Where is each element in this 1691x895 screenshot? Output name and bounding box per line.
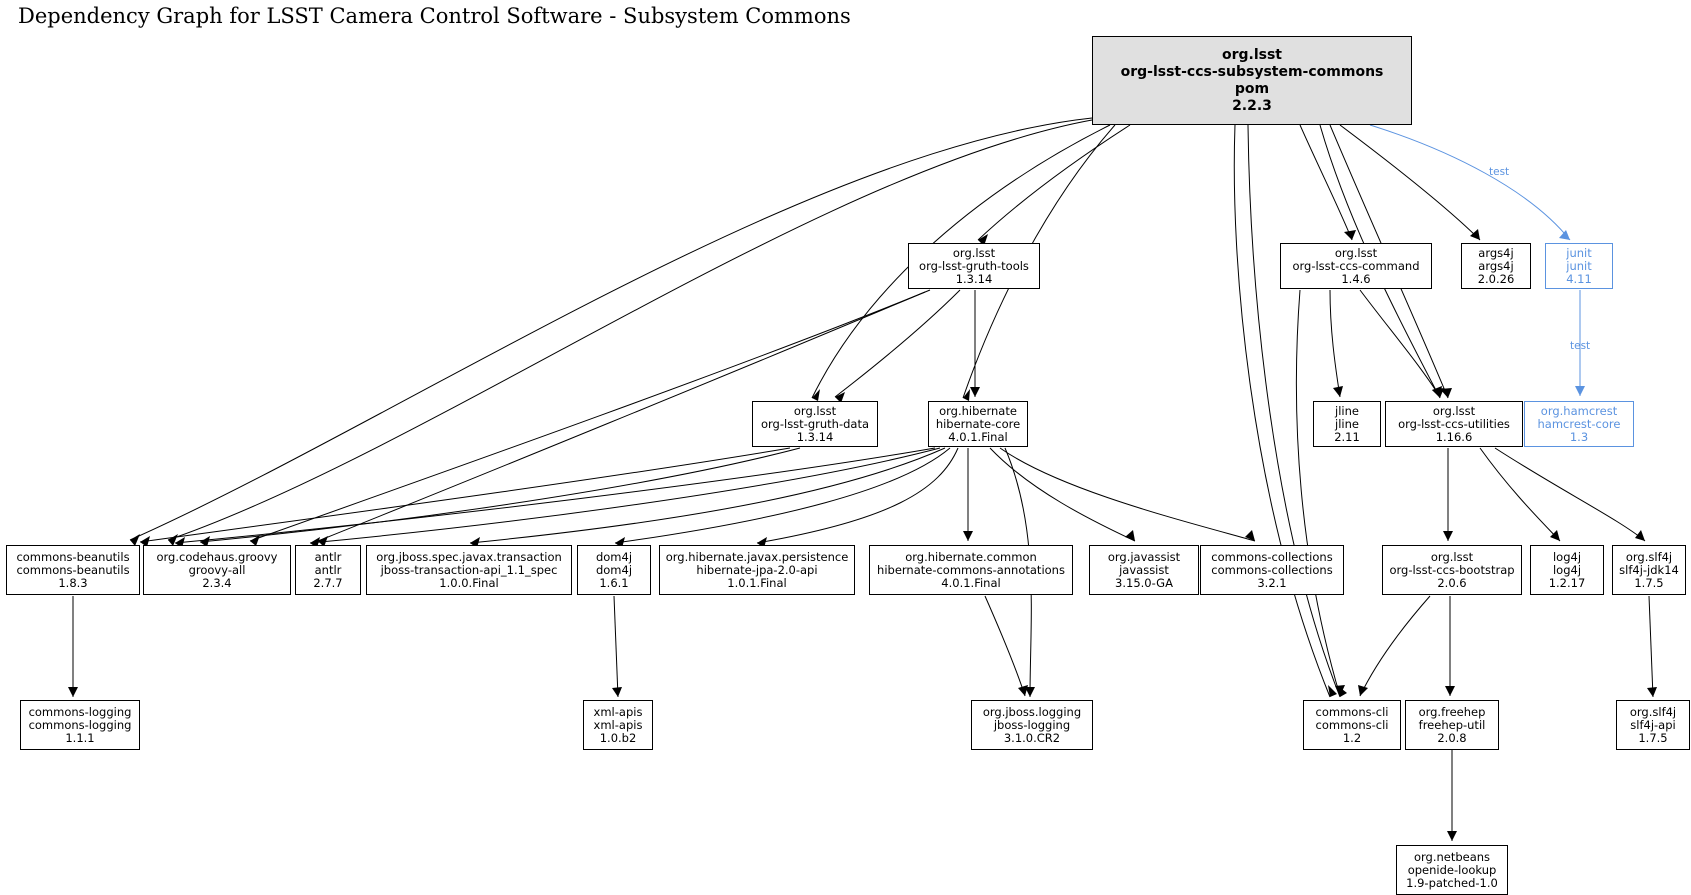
graph-node-commons-collections[interactable] (1200, 545, 1344, 595)
node-group: org.javassist (1107, 549, 1181, 564)
node-version: 1.9-patched-1.0 (1406, 875, 1498, 890)
node-version: 1.1.1 (65, 730, 95, 745)
node-version: 4.0.1.Final (948, 429, 1008, 444)
graph-node-openide-lookup[interactable] (1396, 845, 1508, 895)
node-version: 1.16.6 (1435, 429, 1473, 444)
node-version: 1.7.5 (1634, 575, 1664, 590)
graph-node-args4j[interactable] (1461, 243, 1531, 289)
graph-node-gruth-data[interactable] (752, 401, 878, 447)
graph-node-ccs-bootstrap[interactable] (1382, 545, 1522, 595)
node-version: 1.7.5 (1638, 730, 1668, 745)
node-group: org.hibernate.common (905, 549, 1037, 564)
edge-label-scope: test (1570, 340, 1591, 352)
node-artifact: dom4j (595, 562, 633, 577)
graph-node-hamcrest-core[interactable] (1524, 401, 1634, 447)
node-group: log4j (1552, 549, 1582, 564)
node-group: commons-beanutils (16, 549, 130, 564)
node-version: 4.11 (1566, 271, 1592, 286)
node-version: 2.0.26 (1477, 271, 1515, 286)
node-group: commons-cli (1315, 704, 1389, 719)
graph-node-commons-cli[interactable] (1303, 700, 1401, 750)
graph-node-freehep-util[interactable] (1405, 700, 1499, 750)
node-artifact: junit (1566, 258, 1592, 273)
graph-node-hibernate-jpa-2.0-api[interactable] (659, 545, 855, 595)
node-group: xml-apis (593, 704, 643, 719)
node-artifact: commons-logging (28, 717, 132, 732)
node-version: 3.15.0-GA (1115, 575, 1173, 590)
node-artifact: hamcrest-core (1537, 416, 1621, 431)
graph-node-jboss-transaction-api[interactable] (366, 545, 572, 595)
node-version: 1.0.0.Final (439, 575, 499, 590)
node-group: org.lsst (793, 403, 837, 418)
node-group: org.hibernate (939, 403, 1017, 418)
graph-node-log4j[interactable] (1530, 545, 1604, 595)
graph-node-commons-beanutils[interactable] (6, 545, 140, 595)
graph-node-ccs-command[interactable] (1280, 243, 1432, 289)
node-version: 1.2 (1342, 730, 1362, 745)
node-artifact: hibernate-jpa-2.0-api (696, 562, 818, 577)
node-version: 1.3 (1569, 429, 1589, 444)
node-version: 4.0.1.Final (941, 575, 1001, 590)
graph-node-xml-apis[interactable] (583, 700, 653, 750)
node-artifact: org-lsst-ccs-bootstrap (1389, 562, 1515, 577)
node-packaging: pom (1234, 80, 1270, 97)
node-version: 1.8.3 (58, 575, 88, 590)
node-artifact: log4j (1552, 562, 1582, 577)
node-artifact: org-lsst-gruth-data (760, 416, 869, 431)
graph-node-gruth-tools[interactable] (908, 243, 1040, 289)
node-artifact: org-lsst-ccs-subsystem-commons (1120, 63, 1384, 80)
node-group: org.hibernate.javax.persistence (665, 549, 849, 564)
node-version: 1.0.1.Final (727, 575, 787, 590)
node-group: org.slf4j (1629, 704, 1677, 719)
graph-node-antlr[interactable] (295, 545, 361, 595)
node-artifact: hibernate-core (935, 416, 1021, 431)
node-artifact: openide-lookup (1407, 862, 1497, 877)
node-artifact: slf4j-jdk14 (1619, 562, 1679, 577)
node-artifact: jboss-transaction-api_1.1_spec (380, 562, 558, 577)
node-group: org.freehep (1418, 704, 1486, 719)
node-artifact: commons-beanutils (16, 562, 130, 577)
node-version: 1.0.b2 (599, 730, 637, 745)
node-group: args4j (1478, 245, 1514, 260)
node-version: 2.11 (1334, 429, 1360, 444)
node-group: org.netbeans (1413, 849, 1491, 864)
node-artifact: org-lsst-ccs-utilities (1398, 416, 1510, 431)
edge-label-scope: test (1489, 166, 1510, 178)
node-group: org.jboss.logging (982, 704, 1082, 719)
node-artifact: antlr (314, 562, 342, 577)
graph-node-javassist[interactable] (1089, 545, 1199, 595)
node-group: org.lsst (952, 245, 996, 260)
node-artifact: commons-collections (1211, 562, 1333, 577)
node-group: dom4j (595, 549, 633, 564)
node-artifact: freehep-util (1418, 717, 1486, 732)
node-version: 2.0.8 (1437, 730, 1467, 745)
graph-node-dom4j[interactable] (577, 545, 651, 595)
node-group: org.codehaus.groovy (156, 549, 278, 564)
node-group: commons-logging (28, 704, 132, 719)
graph-node-groovy-all[interactable] (143, 545, 291, 595)
node-artifact: commons-cli (1315, 717, 1389, 732)
graph-node-jboss-logging[interactable] (971, 700, 1093, 750)
node-artifact: xml-apis (593, 717, 643, 732)
node-artifact: javassist (1119, 562, 1169, 577)
node-group: org.slf4j (1625, 549, 1673, 564)
node-artifact: org-lsst-ccs-command (1292, 258, 1420, 273)
node-artifact: hibernate-commons-annotations (877, 562, 1065, 577)
node-version: 1.4.6 (1341, 271, 1371, 286)
node-version: 2.2.3 (1232, 97, 1272, 114)
graph-node-slf4j-jdk14[interactable] (1612, 545, 1686, 595)
node-version: 1.3.14 (955, 271, 993, 286)
node-group: org.jboss.spec.javax.transaction (376, 549, 562, 564)
graph-node-junit[interactable] (1545, 243, 1613, 289)
graph-node-ccs-utilities[interactable] (1385, 401, 1523, 447)
node-version: 1.3.14 (796, 429, 834, 444)
node-group: antlr (314, 549, 342, 564)
node-artifact: org-lsst-gruth-tools (919, 258, 1029, 273)
node-group: jline (1335, 403, 1359, 418)
node-version: 1.6.1 (599, 575, 629, 590)
node-group: junit (1566, 245, 1592, 260)
node-artifact: slf4j-api (1630, 717, 1676, 732)
node-group: org.lsst (1221, 46, 1283, 63)
node-artifact: jboss-logging (993, 717, 1071, 732)
node-group: org.lsst (1432, 403, 1476, 418)
node-version: 2.3.4 (202, 575, 232, 590)
graph-node-hibernate-core[interactable] (928, 401, 1028, 447)
node-version: 1.2.17 (1548, 575, 1586, 590)
graph-node-hibernate-commons-annotations[interactable] (869, 545, 1073, 595)
node-version: 2.7.7 (313, 575, 343, 590)
node-group: commons-collections (1211, 549, 1333, 564)
graph-node-jline[interactable] (1313, 401, 1381, 447)
node-version: 3.1.0.CR2 (1003, 730, 1061, 745)
page-title: Dependency Graph for LSST Camera Control Software - Subsystem Commons (18, 4, 851, 28)
graph-node-root[interactable] (1092, 36, 1412, 125)
node-version: 3.2.1 (1257, 575, 1287, 590)
node-artifact: groovy-all (188, 562, 246, 577)
node-artifact: jline (1335, 416, 1359, 431)
node-version: 2.0.6 (1437, 575, 1467, 590)
node-artifact: args4j (1478, 258, 1514, 273)
graph-node-slf4j-api[interactable] (1616, 700, 1690, 750)
graph-node-commons-logging[interactable] (20, 700, 140, 750)
node-group: org.hamcrest (1540, 403, 1618, 418)
node-group: org.lsst (1334, 245, 1378, 260)
node-group: org.lsst (1430, 549, 1474, 564)
